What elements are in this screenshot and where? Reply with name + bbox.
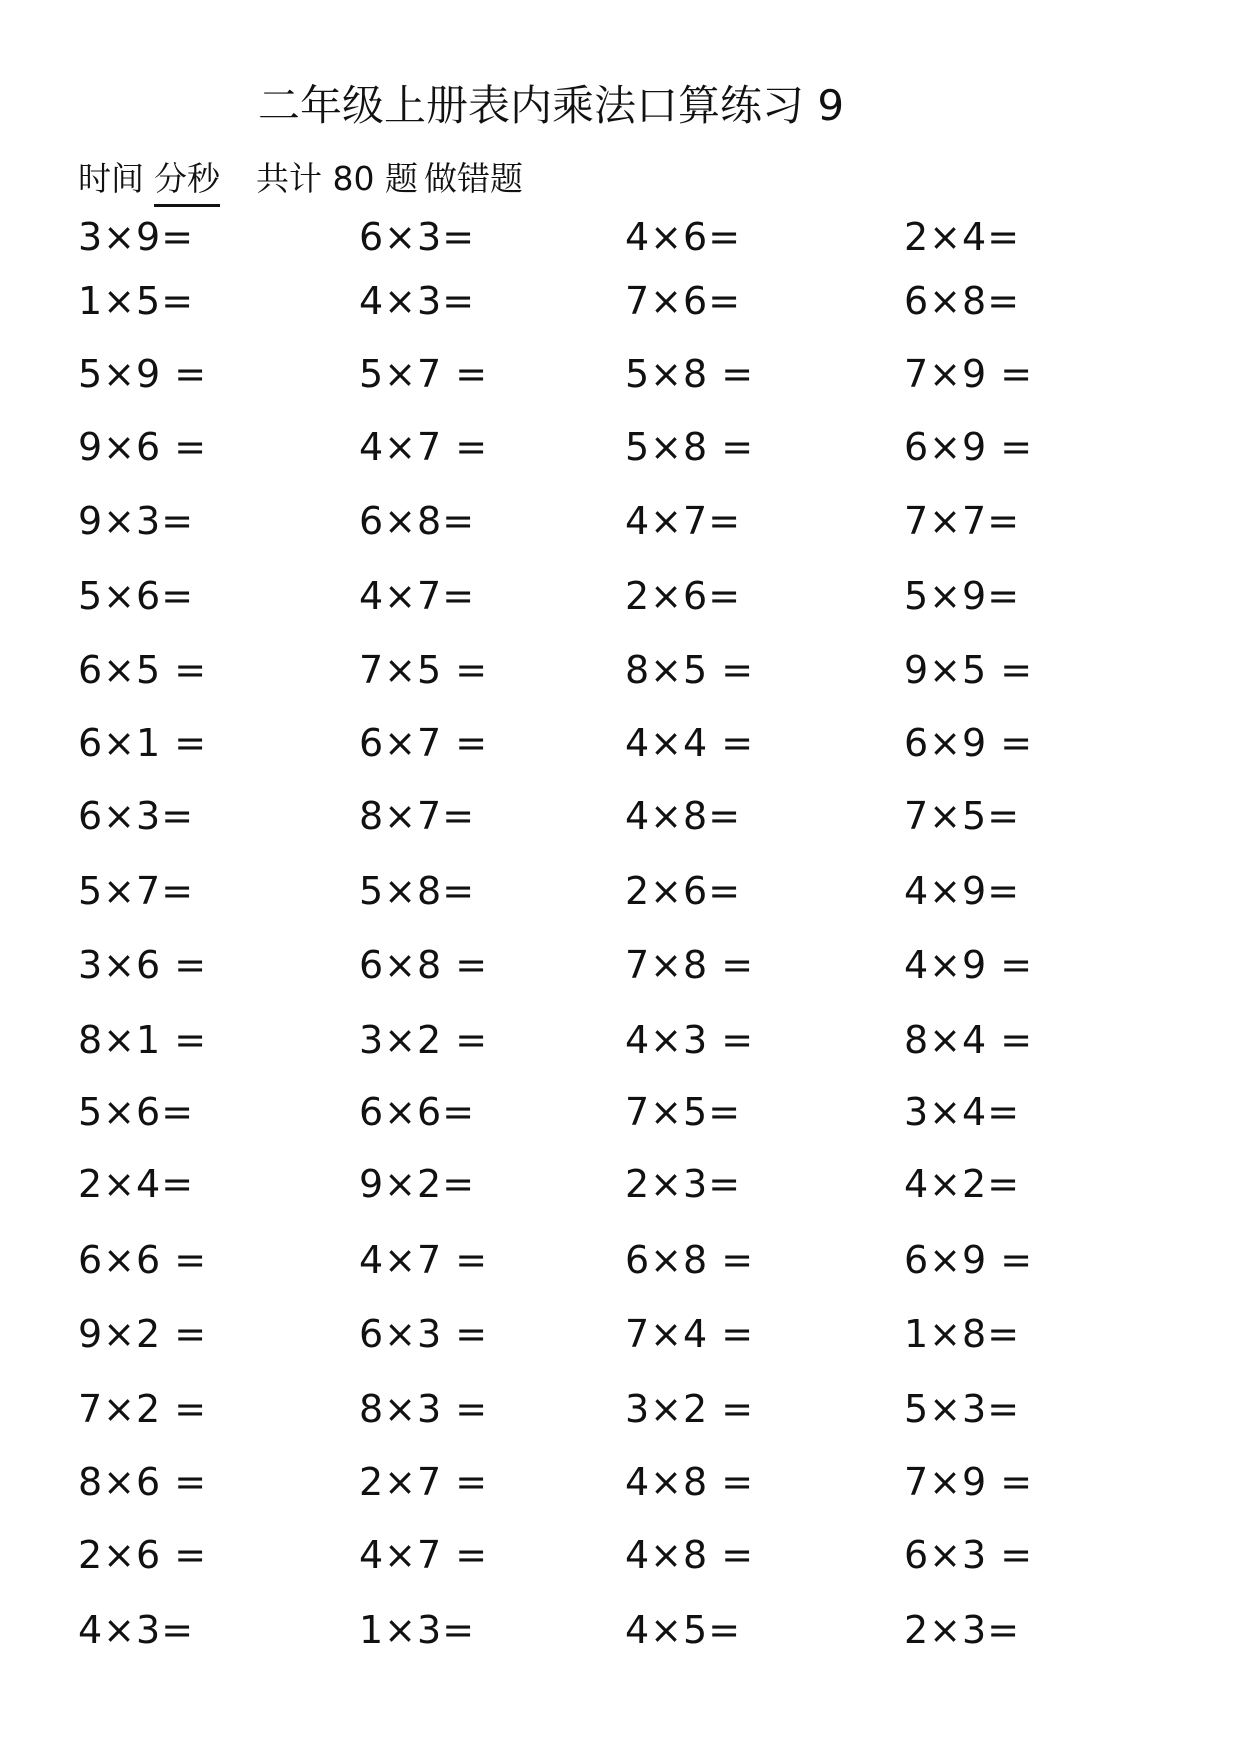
problem-row xyxy=(0,1235,1241,1285)
problem: 3×2 = xyxy=(359,1018,489,1062)
problem: 9×6 = xyxy=(78,425,208,469)
problem: 7×5= xyxy=(625,1090,742,1134)
problem: 5×7= xyxy=(78,869,195,913)
problem: 4×8= xyxy=(625,794,742,838)
worksheet-meta xyxy=(78,156,523,207)
problem-row xyxy=(0,1309,1241,1359)
problem: 4×2= xyxy=(904,1162,1021,1206)
problem: 6×7 = xyxy=(359,721,489,765)
problem: 7×8 = xyxy=(625,943,755,987)
worksheet-title: 二年级上册表内乘法口算练习 9 xyxy=(258,81,845,130)
problem: 4×5= xyxy=(625,1608,742,1652)
problem: 2×4= xyxy=(904,215,1021,259)
problem: 5×8= xyxy=(359,869,476,913)
problem: 2×6 = xyxy=(78,1533,208,1577)
problem-row xyxy=(0,1457,1241,1507)
problem: 1×3= xyxy=(359,1608,476,1652)
problem-row xyxy=(0,1159,1241,1209)
problem: 7×4 = xyxy=(625,1312,755,1356)
problem-row xyxy=(0,940,1241,990)
problem: 6×3= xyxy=(359,215,476,259)
problem: 2×6= xyxy=(625,869,742,913)
problem: 1×5= xyxy=(78,279,195,323)
problem: 7×5 = xyxy=(359,648,489,692)
problem: 2×4= xyxy=(78,1162,195,1206)
problem: 6×6 = xyxy=(78,1238,208,1282)
problem-row xyxy=(0,1087,1241,1137)
problem-row xyxy=(0,866,1241,916)
problem: 5×9 = xyxy=(78,352,208,396)
problem: 6×3= xyxy=(78,794,195,838)
problem: 3×2 = xyxy=(625,1387,755,1431)
problem-row xyxy=(0,1605,1241,1655)
problem: 2×7 = xyxy=(359,1460,489,1504)
problem: 5×7 = xyxy=(359,352,489,396)
problem: 4×7 = xyxy=(359,1533,489,1577)
time-label: 时间 xyxy=(78,159,144,198)
problem: 8×6 = xyxy=(78,1460,208,1504)
total-count: 共计 80 题 xyxy=(256,159,418,198)
problem: 8×3 = xyxy=(359,1387,489,1431)
problem: 5×3= xyxy=(904,1387,1021,1431)
problem: 6×9 = xyxy=(904,425,1034,469)
problem-row xyxy=(0,496,1241,546)
problem: 6×6= xyxy=(359,1090,476,1134)
problem-row xyxy=(0,1015,1241,1065)
problem: 2×3= xyxy=(625,1162,742,1206)
problem: 7×9 = xyxy=(904,352,1034,396)
problem: 5×6= xyxy=(78,574,195,618)
problem-row xyxy=(0,1384,1241,1434)
problem: 4×3 = xyxy=(625,1018,755,1062)
problem: 4×7 = xyxy=(359,1238,489,1282)
problem-row xyxy=(0,349,1241,399)
problem: 3×6 = xyxy=(78,943,208,987)
problem-row xyxy=(0,571,1241,621)
problem: 9×2 = xyxy=(78,1312,208,1356)
problem: 8×7= xyxy=(359,794,476,838)
problem: 7×7= xyxy=(904,499,1021,543)
problem: 8×1 = xyxy=(78,1018,208,1062)
problem: 4×3= xyxy=(359,279,476,323)
problem: 4×8 = xyxy=(625,1533,755,1577)
problem: 4×7= xyxy=(359,574,476,618)
problem: 6×9 = xyxy=(904,721,1034,765)
problem: 6×5 = xyxy=(78,648,208,692)
problem: 7×9 = xyxy=(904,1460,1034,1504)
problem: 4×6= xyxy=(625,215,742,259)
problem: 6×8= xyxy=(359,499,476,543)
problem: 3×9= xyxy=(78,215,195,259)
problem: 6×9 = xyxy=(904,1238,1034,1282)
problem: 6×3 = xyxy=(904,1533,1034,1577)
problem: 6×8 = xyxy=(625,1238,755,1282)
problem: 2×6= xyxy=(625,574,742,618)
problem: 5×8 = xyxy=(625,352,755,396)
problem: 7×2 = xyxy=(78,1387,208,1431)
problem: 4×8 = xyxy=(625,1460,755,1504)
problem-row xyxy=(0,645,1241,695)
problem: 4×9 = xyxy=(904,943,1034,987)
wrong-count-label: 做错题 xyxy=(423,159,523,198)
problem: 9×5 = xyxy=(904,648,1034,692)
problem: 7×6= xyxy=(625,279,742,323)
problem-row xyxy=(0,212,1241,262)
problem: 8×4 = xyxy=(904,1018,1034,1062)
problem-row xyxy=(0,718,1241,768)
problem: 6×8 = xyxy=(359,943,489,987)
problem: 4×4 = xyxy=(625,721,755,765)
problem: 1×8= xyxy=(904,1312,1021,1356)
problem-row xyxy=(0,1530,1241,1580)
problem: 6×8= xyxy=(904,279,1021,323)
problem: 5×6= xyxy=(78,1090,195,1134)
problem: 6×1 = xyxy=(78,721,208,765)
problem: 9×2= xyxy=(359,1162,476,1206)
problem: 2×3= xyxy=(904,1608,1021,1652)
problem: 3×4= xyxy=(904,1090,1021,1134)
problem: 6×3 = xyxy=(359,1312,489,1356)
problem: 5×8 = xyxy=(625,425,755,469)
problem: 8×5 = xyxy=(625,648,755,692)
problem-row xyxy=(0,791,1241,841)
problem-row xyxy=(0,276,1241,326)
problem: 9×3= xyxy=(78,499,195,543)
problem: 4×7 = xyxy=(359,425,489,469)
problem: 5×9= xyxy=(904,574,1021,618)
problem: 4×7= xyxy=(625,499,742,543)
problem: 7×5= xyxy=(904,794,1021,838)
problem-row xyxy=(0,422,1241,472)
problem: 4×3= xyxy=(78,1608,195,1652)
time-value: 分秒 xyxy=(154,156,220,207)
problem: 4×9= xyxy=(904,869,1021,913)
